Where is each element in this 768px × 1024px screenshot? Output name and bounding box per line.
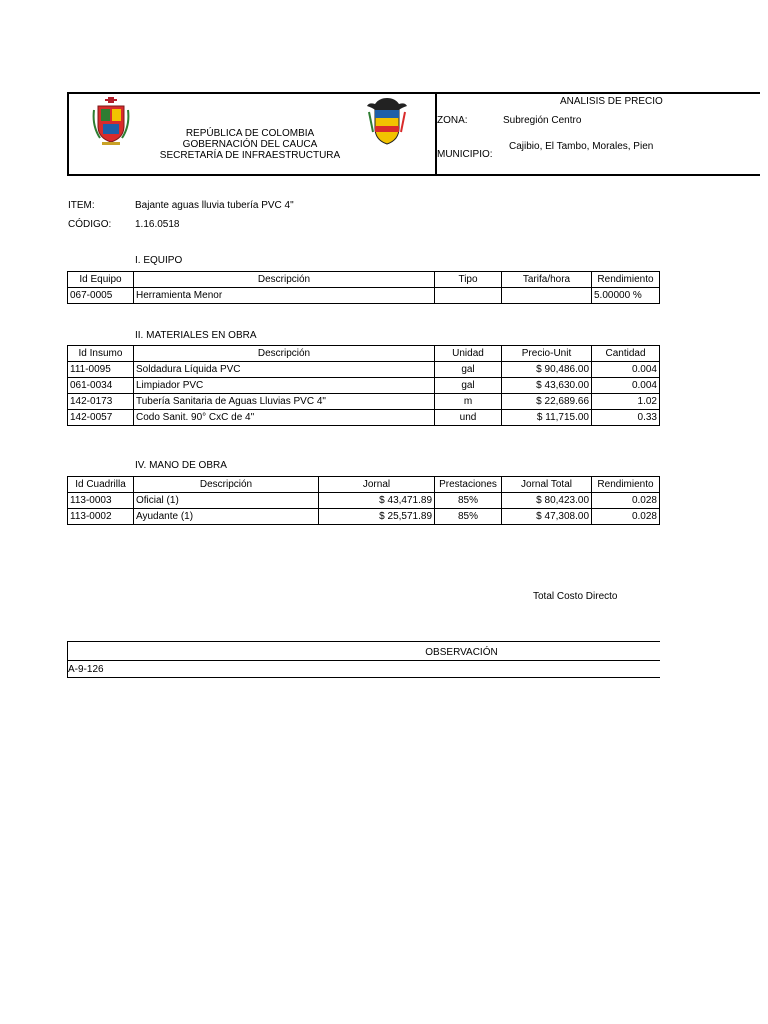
table-cell: $ 90,486.00 [502, 362, 592, 378]
item-value: Bajante aguas lluvia tubería PVC 4" [135, 200, 294, 211]
table-row [68, 493, 660, 509]
table-cell: $ 43,630.00 [502, 378, 592, 394]
observacion-bottom-line [67, 677, 660, 678]
table-cell: $ 22,689.66 [502, 394, 592, 410]
table-cell: Tubería Sanitaria de Aguas Lluvias PVC 4" [134, 394, 435, 410]
table-header-row [68, 272, 660, 288]
zona-label: ZONA: [437, 115, 468, 126]
table-cell: Herramienta Menor [134, 288, 435, 304]
column-header: Id Insumo [68, 346, 134, 362]
item-label: ITEM: [68, 200, 95, 211]
table-cell: gal [435, 378, 502, 394]
observacion-title: OBSERVACIÓN [425, 647, 498, 658]
column-header: Cantidad [592, 346, 660, 362]
government-name: GOBERNACIÓN DEL CAUCA [182, 139, 318, 150]
equipo-section-title: I. EQUIPO [135, 255, 183, 266]
table-cell: 0.004 [592, 378, 660, 394]
column-header: Jornal [319, 477, 435, 493]
table-cell: 0.028 [592, 509, 660, 525]
table-row [68, 378, 660, 394]
column-header: Prestaciones [435, 477, 502, 493]
codigo-value: 1.16.0518 [135, 219, 180, 230]
document-title: ANALISIS DE PRECIO [560, 96, 663, 107]
table-cell: 85% [435, 493, 502, 509]
table-cell: Oficial (1) [134, 493, 319, 509]
column-header: Descripción [134, 272, 435, 288]
column-header: Precio-Unit [502, 346, 592, 362]
cauca-coat-of-arms-icon [92, 96, 130, 146]
table-header-row [68, 346, 660, 362]
table-cell: Codo Sanit. 90° CxC de 4" [134, 410, 435, 426]
table-cell [435, 288, 502, 304]
column-header: Descripción [134, 346, 435, 362]
municipio-label: MUNICIPIO: [437, 149, 493, 160]
table-cell: 1.02 [592, 394, 660, 410]
table-cell: 5.00000 % [592, 288, 660, 304]
codigo-label: CÓDIGO: [68, 219, 112, 230]
table-cell: $ 25,571.89 [319, 509, 435, 525]
table-cell: m [435, 394, 502, 410]
table-cell: 142-0057 [68, 410, 134, 426]
table-cell: 0.028 [592, 493, 660, 509]
observacion-value: A-9-126 [68, 664, 104, 675]
table-cell: Limpiador PVC [134, 378, 435, 394]
table-cell: 0.33 [592, 410, 660, 426]
column-header: Descripción [134, 477, 319, 493]
column-header: Rendimiento [592, 272, 660, 288]
table-row [68, 509, 660, 525]
table-row [68, 362, 660, 378]
table-row [68, 394, 660, 410]
table-cell: 113-0002 [68, 509, 134, 525]
table-cell: gal [435, 362, 502, 378]
materiales-section-title: II. MATERIALES EN OBRA [135, 330, 257, 341]
table-cell: 85% [435, 509, 502, 525]
table-row [68, 410, 660, 426]
observacion-top-line [67, 641, 660, 642]
column-header: Id Equipo [68, 272, 134, 288]
table-cell [502, 288, 592, 304]
table-cell: $ 11,715.00 [502, 410, 592, 426]
materiales-table [67, 345, 660, 426]
table-cell: und [435, 410, 502, 426]
table-cell: Ayudante (1) [134, 509, 319, 525]
column-header: Unidad [435, 346, 502, 362]
table-cell: 067-0005 [68, 288, 134, 304]
table-cell: $ 80,423.00 [502, 493, 592, 509]
colombia-coat-of-arms-icon [365, 96, 409, 148]
table-cell: Soldadura Líquida PVC [134, 362, 435, 378]
mano-obra-table [67, 476, 660, 525]
column-header: Jornal Total [502, 477, 592, 493]
table-cell: $ 47,308.00 [502, 509, 592, 525]
mano-obra-section-title: IV. MANO DE OBRA [135, 460, 227, 471]
column-header: Tarifa/hora [502, 272, 592, 288]
country-name: REPÚBLICA DE COLOMBIA [185, 128, 315, 139]
column-header: Id Cuadrilla [68, 477, 134, 493]
table-cell: 111-0095 [68, 362, 134, 378]
header-divider [435, 92, 437, 176]
equipo-table [67, 271, 660, 304]
table-cell: $ 43,471.89 [319, 493, 435, 509]
column-header: Rendimiento [592, 477, 660, 493]
table-row [68, 288, 660, 304]
zona-value: Subregión Centro [503, 115, 582, 126]
total-costo-directo-label: Total Costo Directo [533, 591, 618, 602]
secretariat-name: SECRETARÍA DE INFRAESTRUCTURA [159, 150, 341, 161]
table-cell: 142-0173 [68, 394, 134, 410]
observacion-mid-line [67, 660, 660, 661]
table-cell: 0.004 [592, 362, 660, 378]
table-header-row [68, 477, 660, 493]
table-cell: 061-0034 [68, 378, 134, 394]
municipio-value: Cajibio, El Tambo, Morales, Pien [509, 141, 654, 152]
table-cell: 113-0003 [68, 493, 134, 509]
column-header: Tipo [435, 272, 502, 288]
